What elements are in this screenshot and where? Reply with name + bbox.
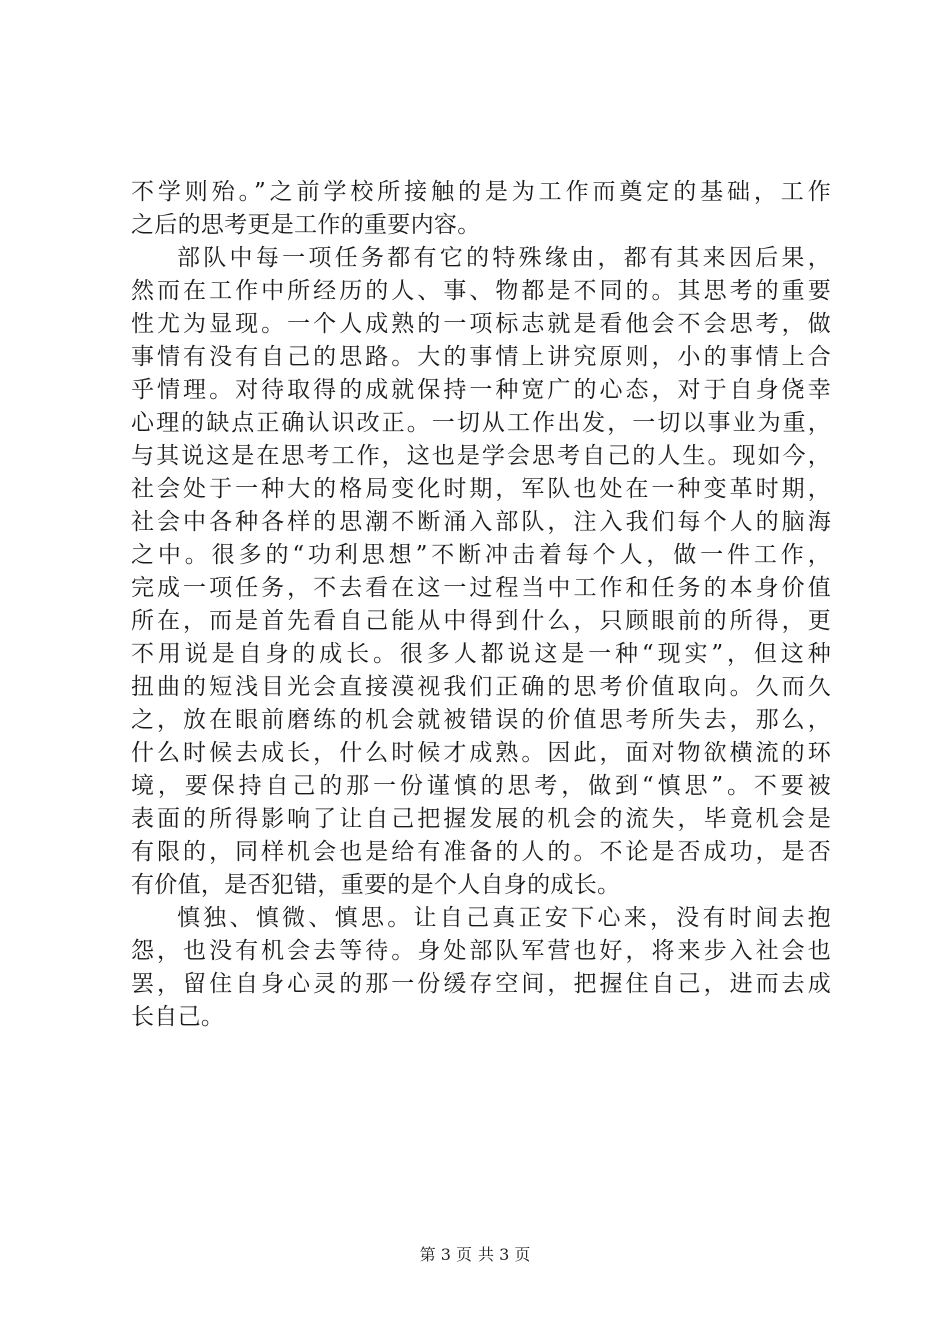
page-number-current: 第 3 页: [419, 1245, 472, 1264]
page-number-total: 共 3 页: [478, 1245, 531, 1264]
text-line: 心理的缺点正确认识改正。一切从工作出发，一切以事业为重，: [131, 410, 831, 436]
text-line: 罢，留住自身心灵的那一份缓存空间，把握住自己，进而去成: [131, 971, 831, 997]
text-line: 之后的思考更是工作的重要内容。: [131, 212, 481, 238]
text-line: 部队中每一项任务都有它的特殊缘由，都有其来因后果，: [177, 245, 831, 271]
document-body: [131, 176, 831, 1034]
text-line: 什么时候去成长，什么时候才成熟。因此，面对物欲横流的环: [131, 740, 831, 766]
page-footer: [0, 1244, 950, 1266]
text-line: 与其说这是在思考工作，这也是学会思考自己的人生。现如今，: [131, 443, 831, 469]
text-line: 有价值，是否犯错，重要的是个人自身的成长。: [131, 872, 621, 898]
text-line: 之中。很多的“功利思想”不断冲击着每个人，做一件工作，: [131, 542, 831, 568]
text-line: 慎独、慎微、慎思。让自己真正安下心来，没有时间去抱: [177, 905, 831, 931]
text-line: 所在，而是首先看自己能从中得到什么，只顾眼前的所得，更: [131, 608, 831, 634]
text-line: 之，放在眼前磨练的机会就被错误的价值思考所失去，那么，: [131, 707, 831, 733]
text-line: 不学则殆。”之前学校所接触的是为工作而奠定的基础，工作: [131, 179, 831, 205]
text-line: 乎情理。对待取得的成就保持一种宽广的心态，对于自身侥幸: [131, 377, 831, 403]
text-line: 完成一项任务，不去看在这一过程当中工作和任务的本身价值: [131, 575, 831, 601]
text-line: 境，要保持自己的那一份谨慎的思考，做到“慎思”。不要被: [131, 773, 831, 799]
paragraph: [131, 902, 831, 1034]
paragraph: [131, 176, 831, 242]
text-line: 然而在工作中所经历的人、事、物都是不同的。其思考的重要: [131, 278, 831, 304]
text-line: 事情有没有自己的思路。大的事情上讲究原则，小的事情上合: [131, 344, 831, 370]
text-line: 怨，也没有机会去等待。身处部队军营也好，将来步入社会也: [131, 938, 831, 964]
paragraph: [131, 242, 831, 902]
text-line: 性尤为显现。一个人成熟的一项标志就是看他会不会思考，做: [131, 311, 831, 337]
text-line: 有限的，同样机会也是给有准备的人的。不论是否成功，是否: [131, 839, 831, 865]
text-line: 社会处于一种大的格局变化时期，军队也处在一种变革时期，: [131, 476, 831, 502]
text-line: 扭曲的短浅目光会直接漠视我们正确的思考价值取向。久而久: [131, 674, 831, 700]
text-line: 长自己。: [131, 1004, 225, 1030]
text-line: 不用说是自身的成长。很多人都说这是一种“现实”，但这种: [131, 641, 831, 667]
text-line: 表面的所得影响了让自己把握发展的机会的流失，毕竟机会是: [131, 806, 831, 832]
text-line: 社会中各种各样的思潮不断涌入部队，注入我们每个人的脑海: [131, 509, 831, 535]
